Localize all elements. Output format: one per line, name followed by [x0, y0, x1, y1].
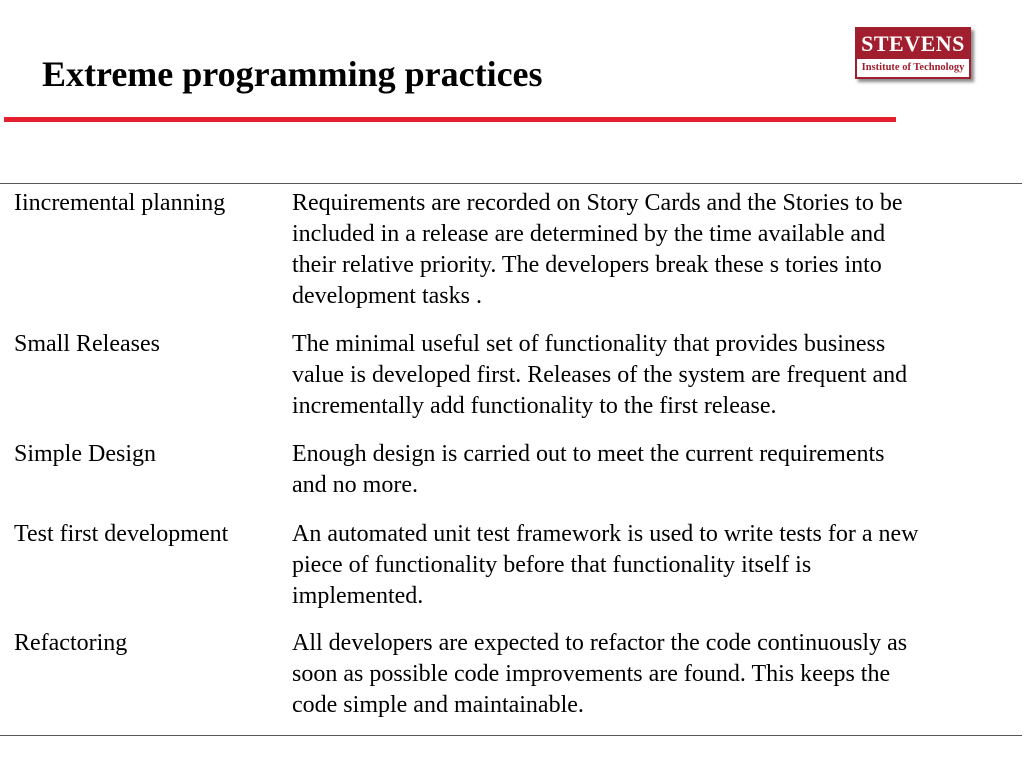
description-line: The minimal useful set of functionality that provides business: [292, 331, 886, 357]
practice-term: Refactoring: [14, 630, 128, 656]
practice-term: Small Releases: [14, 331, 160, 357]
description-line: value is developed first. Releases of the system are frequent and: [292, 362, 908, 388]
practice-description: [292, 439, 1017, 501]
practice-term: Simple Design: [14, 441, 156, 467]
description-line: incrementally add functionality to the first release.: [292, 393, 777, 419]
practice-description: [292, 188, 1017, 312]
practice-term: Test first development: [14, 521, 229, 547]
title-underline: [4, 117, 896, 122]
practice-term: Iincremental planning: [14, 190, 226, 216]
description-line: included in a release are determined by the time available and: [292, 221, 886, 247]
description-line: piece of functionality before that functionality itself is: [292, 552, 812, 578]
practices-table: [0, 183, 1022, 736]
description-line: All developers are expected to refactor the code continuously as: [292, 630, 908, 656]
slide-title: Extreme programming practices: [42, 54, 543, 94]
description-line: development tasks .: [292, 283, 482, 309]
logo-wordmark: STEVENS: [857, 29, 969, 59]
description-line: soon as possible code improvements are found. This keeps the: [292, 661, 891, 687]
stevens-logo: [855, 27, 971, 79]
description-line: An automated unit test framework is used to write tests for a new: [292, 521, 919, 547]
practice-description: [292, 628, 1017, 721]
logo-subtitle: Institute of Technology: [861, 62, 965, 73]
description-line: code simple and maintainable.: [292, 692, 584, 718]
description-line: Requirements are recorded on Story Cards and the Stories to be: [292, 190, 903, 216]
description-line: and no more.: [292, 472, 418, 498]
description-line: implemented.: [292, 583, 424, 609]
description-line: their relative priority. The developers break these s tories into: [292, 252, 882, 278]
practice-description: [292, 329, 1017, 422]
description-line: Enough design is carried out to meet the current requirements: [292, 441, 885, 467]
practice-description: [292, 519, 1017, 612]
